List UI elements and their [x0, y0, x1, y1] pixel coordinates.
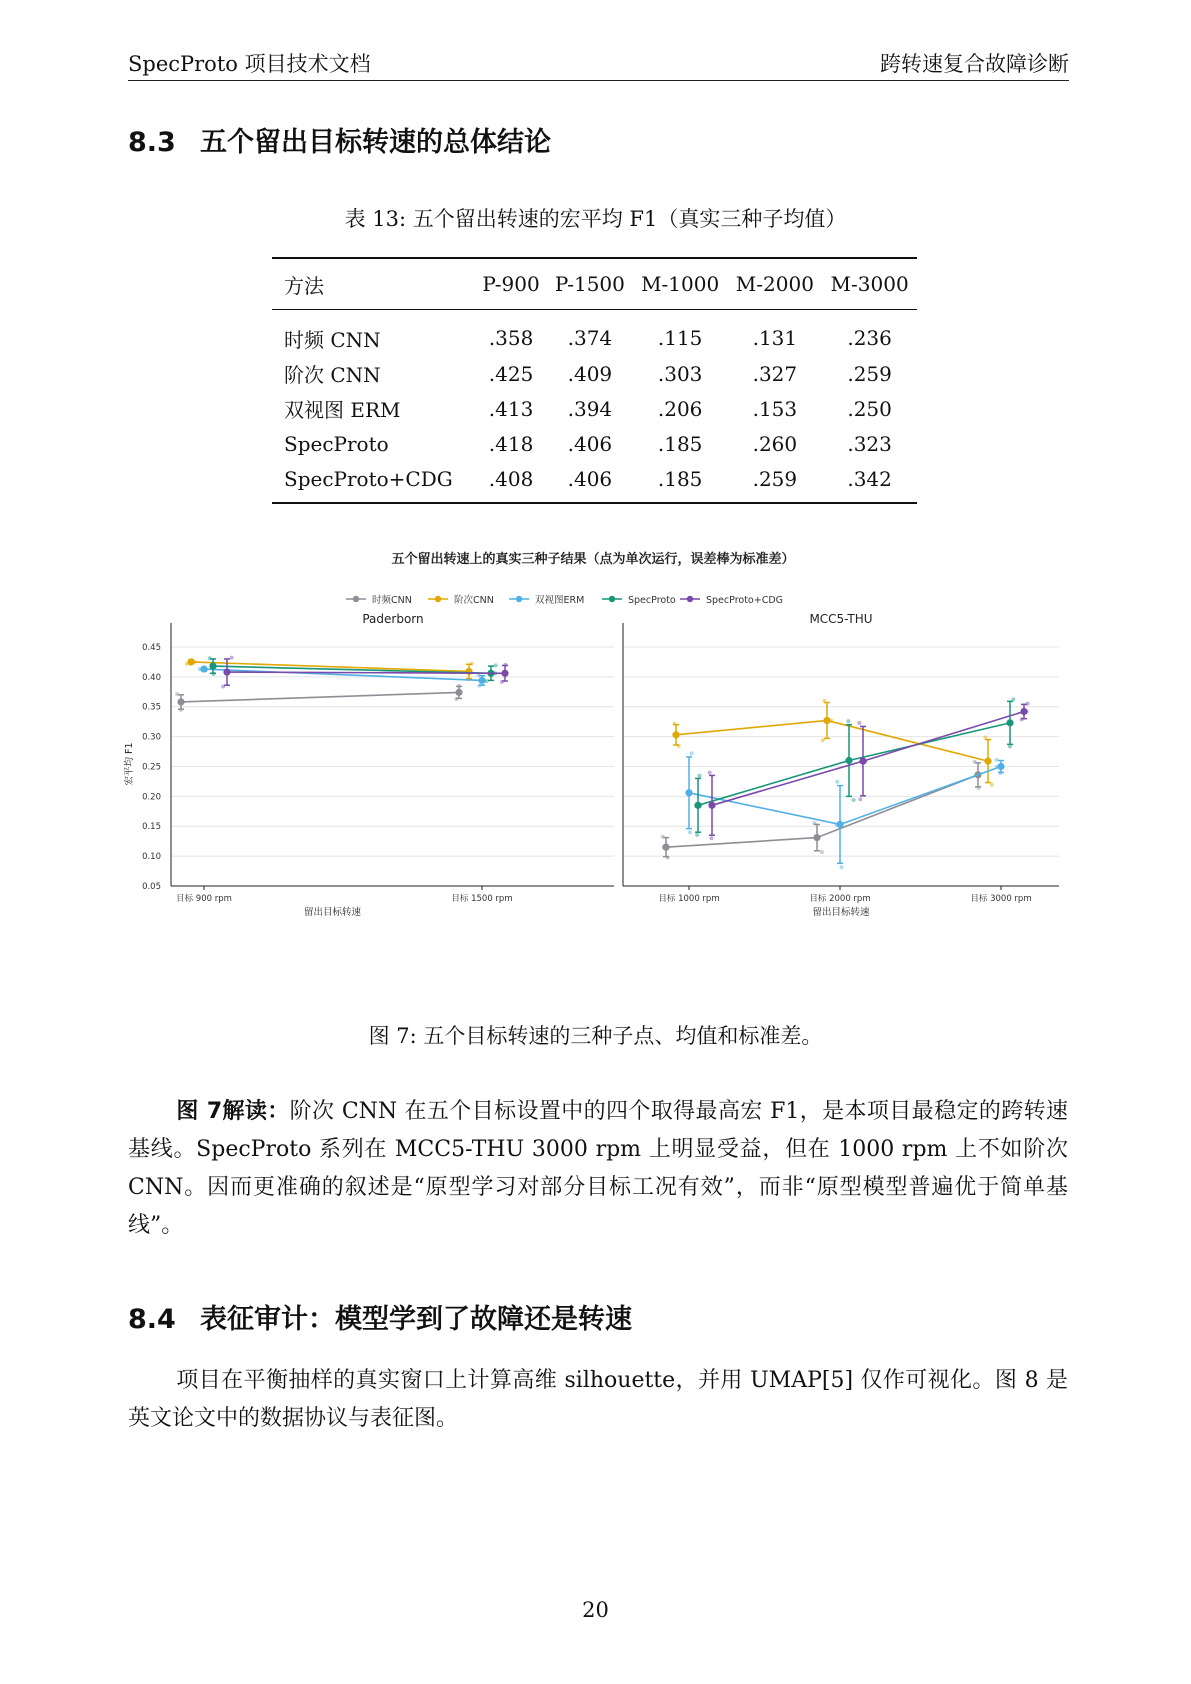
- seed-point: [710, 836, 714, 840]
- table-header-row: [272, 258, 917, 310]
- series-line: [181, 692, 459, 702]
- legend-label: 阶次CNN: [454, 595, 494, 606]
- header-rule: [128, 80, 1069, 81]
- table-header-cell: P-900: [482, 272, 540, 296]
- seed-point: [221, 685, 225, 689]
- table-cell: .409: [567, 361, 613, 386]
- table-cell: .418: [488, 431, 534, 456]
- x-tick-label: 目标 900 rpm: [176, 894, 232, 904]
- running-header-title: SpecProto 项目技术文档: [128, 52, 371, 76]
- mean-point: [1006, 719, 1013, 726]
- table-cell: .406: [567, 466, 613, 491]
- x-tick-label: 目标 3000 rpm: [970, 894, 1032, 904]
- y-tick-label: 0.05: [142, 882, 161, 892]
- table-cell: .153: [752, 396, 798, 421]
- table-cell: .327: [752, 361, 798, 386]
- paragraph-body: 阶次 CNN 在五个目标设置中的四个取得最高宏 F1，是本项目最稳定的跨转速基线。SpecProto 系列在 MCC5-THU 3000 rpm 上明显受益，但在 1000 rpm 上不如阶次 CNN。因而更准确的叙述是“原型学习对部分目标工况有效”，而非“原型模型普遍优于简单基线”。: [128, 1099, 1068, 1238]
- table-row: [272, 356, 917, 391]
- seed-point: [470, 662, 474, 666]
- seed-point: [835, 780, 839, 784]
- table-cell: .260: [752, 431, 798, 456]
- mean-point: [836, 821, 843, 828]
- seed-point: [500, 680, 504, 684]
- table-cell: .115: [657, 326, 703, 350]
- table-header-cell: M-3000: [830, 272, 909, 296]
- figure-interpretation-paragraph: [128, 1093, 1068, 1245]
- series-line: [666, 775, 978, 847]
- seed-point: [1008, 745, 1012, 749]
- seed-point: [666, 856, 670, 860]
- table-cell: .185: [657, 431, 703, 456]
- table-cell: .425: [488, 361, 534, 386]
- table-cell: .250: [847, 396, 892, 421]
- seed-point: [230, 656, 234, 660]
- panel-title: Paderborn: [362, 612, 424, 626]
- section-heading-8-4: [128, 1297, 632, 1336]
- seed-point: [820, 850, 824, 854]
- table-cell: .185: [657, 466, 703, 491]
- section-title: 表征审计：模型学到了故障还是转速: [200, 1304, 632, 1335]
- mean-point: [478, 677, 485, 684]
- y-tick-label: 0.40: [142, 672, 161, 683]
- seed-point: [1011, 697, 1015, 701]
- mean-point: [187, 658, 194, 665]
- y-tick-label: 0.30: [142, 732, 161, 743]
- mean-point: [1020, 708, 1027, 715]
- table-row: [272, 426, 917, 461]
- table-header-cell: M-2000: [735, 272, 814, 296]
- legend-swatch-marker: [516, 596, 522, 602]
- table-row: [272, 310, 917, 357]
- table-cell: .259: [847, 361, 892, 386]
- seed-point: [454, 697, 458, 701]
- seed-point: [858, 797, 862, 801]
- legend-swatch-marker: [687, 596, 693, 602]
- mean-point: [708, 802, 715, 809]
- x-tick-label: 目标 1000 rpm: [658, 894, 720, 904]
- table-cell: .394: [567, 396, 613, 421]
- seed-point: [673, 722, 677, 726]
- mean-point: [813, 834, 820, 841]
- seed-point: [477, 684, 481, 688]
- legend-label: SpecProto+CDG: [706, 595, 784, 606]
- section-number: 8.3: [128, 127, 176, 158]
- x-axis-label: 留出目标转速: [303, 907, 362, 918]
- page-number: 20: [582, 1598, 609, 1622]
- legend-swatch-marker: [353, 596, 359, 602]
- seed-point: [857, 721, 861, 725]
- seed-point: [494, 663, 498, 667]
- panel-title: MCC5-THU: [809, 612, 873, 626]
- table-row: [272, 391, 917, 426]
- seed-point: [208, 656, 212, 660]
- mean-point: [685, 789, 692, 796]
- seed-point: [695, 833, 699, 837]
- table-caption: 表 13: 五个留出转速的宏平均 F1（真实三种子均值）: [344, 207, 847, 231]
- table-header-cell: M-1000: [641, 272, 720, 296]
- seed-point: [994, 758, 998, 762]
- seed-point: [846, 719, 850, 723]
- running-header-chapter: 跨转速复合故障诊断: [880, 52, 1069, 76]
- section-number: 8.4: [128, 1304, 176, 1335]
- mean-point: [209, 662, 216, 669]
- seed-point: [812, 821, 816, 825]
- table-cell: .131: [752, 326, 798, 350]
- seed-point: [821, 738, 825, 742]
- results-table: [272, 257, 917, 504]
- mean-point: [997, 763, 1004, 770]
- mean-point: [200, 665, 207, 672]
- table-cell: .358: [488, 326, 534, 350]
- y-tick-label: 0.10: [142, 852, 161, 863]
- section-heading-8-3: [128, 120, 551, 159]
- seed-point: [688, 830, 692, 834]
- legend-label: 时频CNN: [372, 595, 412, 606]
- mean-point: [845, 757, 852, 764]
- table-cell: .408: [488, 466, 534, 491]
- mean-point: [465, 668, 472, 675]
- table-cell: .374: [567, 326, 613, 350]
- table-cell: 时频 CNN: [284, 327, 381, 352]
- table-cell: .259: [752, 466, 798, 491]
- table-cell: .413: [488, 396, 534, 421]
- table-cell: 双视图 ERM: [284, 398, 401, 422]
- seed-point: [212, 672, 216, 676]
- table-cell: .342: [847, 466, 892, 491]
- legend-label: 双视图ERM: [535, 595, 585, 606]
- seed-point: [1026, 702, 1030, 706]
- table-cell: .323: [847, 431, 892, 456]
- seed-point: [1020, 717, 1024, 721]
- mean-point: [501, 670, 508, 677]
- y-tick-label: 0.35: [142, 702, 161, 713]
- seed-point: [697, 774, 701, 778]
- mean-point: [223, 668, 230, 675]
- seed-point: [661, 835, 665, 839]
- table-cell: .206: [657, 396, 703, 421]
- mean-point: [177, 698, 184, 705]
- chart-title: 五个留出转速上的真实三种子结果（点为单次运行，误差棒为标准差）: [391, 552, 795, 567]
- seed-point: [485, 679, 489, 683]
- seed-point: [690, 751, 694, 755]
- y-tick-label: 0.45: [142, 642, 161, 653]
- seed-point: [973, 760, 977, 764]
- seed-point: [852, 798, 856, 802]
- legend-swatch-marker: [609, 596, 615, 602]
- legend-swatch-marker: [435, 596, 441, 602]
- mean-point: [455, 689, 462, 696]
- table-cell: SpecProto: [284, 431, 389, 456]
- mean-point: [694, 802, 701, 809]
- table-cell: 阶次 CNN: [284, 363, 381, 387]
- table-body: [272, 310, 917, 504]
- seed-point: [976, 786, 980, 790]
- seed-point: [840, 865, 844, 869]
- seed-point: [179, 708, 183, 712]
- series-line: [676, 720, 988, 761]
- mean-point: [859, 758, 866, 765]
- mean-point: [984, 758, 991, 765]
- seed-point: [677, 744, 681, 748]
- seed-point: [822, 699, 826, 703]
- mean-point: [672, 731, 679, 738]
- mean-point: [823, 717, 830, 724]
- representation-audit-paragraph: [128, 1362, 1068, 1438]
- seed-point: [708, 770, 712, 774]
- y-tick-label: 0.15: [142, 822, 161, 833]
- y-axis-label: 宏平均 F1: [124, 742, 135, 786]
- mean-point: [662, 844, 669, 851]
- series-line: [689, 766, 1001, 824]
- seed-point: [983, 735, 987, 739]
- section-title: 五个留出目标转速的总体结论: [200, 127, 551, 158]
- table-header-cell: P-1500: [554, 272, 625, 296]
- table-cell: .406: [567, 431, 613, 456]
- y-tick-label: 0.20: [142, 792, 161, 803]
- x-tick-label: 目标 2000 rpm: [809, 894, 871, 904]
- y-tick-label: 0.25: [142, 762, 161, 773]
- x-tick-label: 目标 1500 rpm: [451, 894, 513, 904]
- table-header-cell: 方法: [284, 273, 324, 298]
- x-axis-label: 留出目标转速: [812, 907, 870, 918]
- seed-point: [999, 771, 1003, 775]
- table-cell: .303: [657, 361, 703, 386]
- table-cell: .236: [847, 326, 892, 350]
- paragraph-body: 项目在平衡抽样的真实窗口上计算高维 silhouette，并用 UMAP[5] 仅作可视化。图 8 是英文论文中的数据协议与表征图。: [128, 1368, 1068, 1431]
- seed-point: [504, 663, 508, 667]
- table-cell: SpecProto+CDG: [284, 466, 453, 491]
- legend-label: SpecProto: [628, 595, 676, 606]
- seed-point: [457, 684, 461, 688]
- paragraph-lead: 图 7解读：: [176, 1099, 290, 1124]
- results-chart: [118, 548, 1068, 988]
- seed-point: [175, 692, 179, 696]
- seed-point: [990, 783, 994, 787]
- figure-caption: 图 7: 五个目标转速的三种子点、均值和标准差。: [368, 1024, 823, 1048]
- table-row: [272, 461, 917, 503]
